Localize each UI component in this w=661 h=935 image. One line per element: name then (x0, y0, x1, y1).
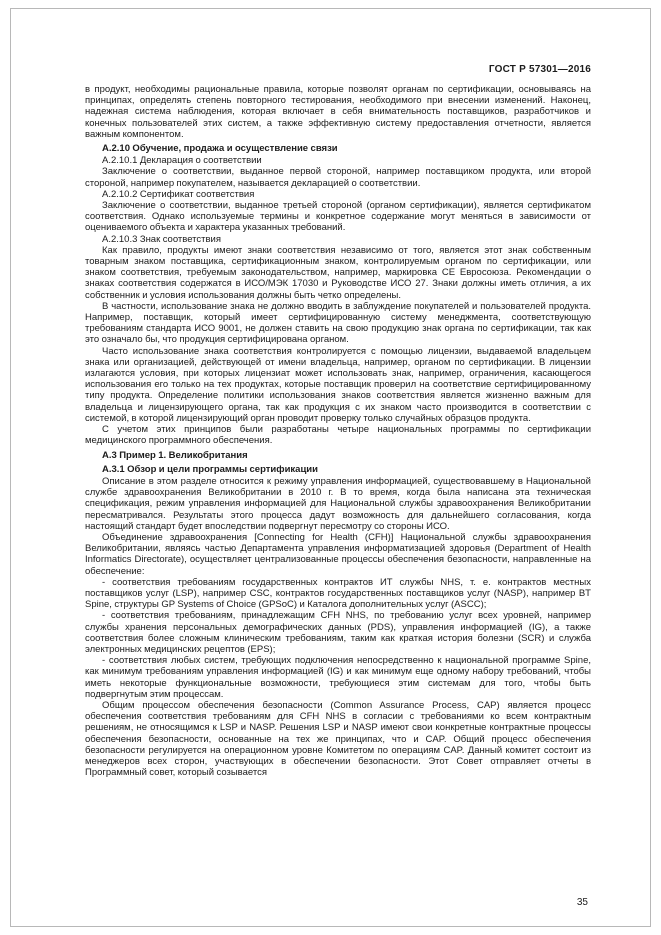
list-item: - соответствия требованиям, принадлежащим CFH NHS, по требованию услуг всех уровней, например службы хранения персональных демографических данных (PDS), управления информацией (IG), а также соответствия более сложным клиническим требованиям, таким как краткая история болезни (SCR) и служба электронных медицинских рецептов (EPS); (85, 610, 591, 655)
doc-number: ГОСТ Р 57301—2016 (488, 64, 591, 75)
paragraph: Заключение о соответствии, выданное первой стороной, например поставщиком продукта, или второй стороной, например покупателем, называется декларацией о соответствии. (85, 166, 591, 189)
paragraph: В частности, использование знака не должно вводить в заблуждение покупателей и пользователей продукта. Например, поставщик, который имеет сертифицированную систему менеджмента, соответствующую требованиям стандарта ИСО 9001, не должен ставить на свою продукцию знак органа по сертификации, так как это означало бы, что продукция сертифицирована органом. (85, 300, 591, 346)
paragraph: Часто использование знака соответствия контролируется с помощью лицензии, выдаваемой владельцем знака или организацией, действующей от имени владельца, например, органом по сертификации. В лицензии излагаются условия, при которых лицензиат может использовать знак, например, ограничения, касающегося использования его только на тех продуктах, которые поставщик проверил на соответствие сертифицированному типу продукта. Определение политики использования знаков соответствия является жизненно важным для владельца и лицензирующего органа, так как продукция с их знаком часто производится в соответствии с системой, в которой лицензирующий орган проводит проверку только случайных образцов продукта. (85, 345, 591, 424)
list-item: - соответствия любых систем, требующих подключения непосредственно к национальной программе Spine, как минимум требованиям управления информацией (IG) и как минимум еще одному набору требований, чтобы иметь некоторые функциональные возможности, требующиеся этим системам для того, чтобы быть подвергнутым этим процессам. (85, 655, 591, 700)
subheading-a2-10-1: А.2.10.1 Декларация о соответствии (102, 155, 262, 167)
paragraph: Заключение о соответствии, выданное третьей стороной (органом сертификации), является сертификатом соответствия. Однако используемые термины и конкретное содержание могут меняться в зависимости от оцениваемого объекта и характера указанных требований. (85, 200, 591, 234)
paragraph: Описание в этом разделе относится к режиму управления информацией, существовавшему в Национальной службе здравоохранения Великобритании в 2010 г. В то время, когда была написана эта техническая спецификация, режим управления информацией для Национальной службы здравоохранения Великобритании пересматривался. Результаты этого процесса дадут возможность для дальнейшего согласования, когда настоящий стандарт будет впоследствии подвергнут пересмотру со стороны ИСО. (85, 475, 591, 532)
paragraph: Объединение здравоохранения [Connecting for Health (CFH)] Национальной службы здравоохранения Великобритании, являясь частью Департамента управления информатизацией здоровья (Department of Health Informatics Directorate), осуществляет централизованные процессы обеспечения безопасности, направленные на обеспечение: (85, 531, 591, 577)
heading-a3: А.3 Пример 1. Великобритания (102, 449, 248, 461)
paragraph: Как правило, продукты имеют знаки соответствия независимо от того, является этот знак собственным товарным знаком поставщика, сертификационным знаком, контролируемым органом по сертификации, или знаком соответствия, требуемым законодательством, например, маркировка СЕ Евросоюза. Рекомендации о знаках соответствия содержатся в ИСО/МЭК 17030 и Руководстве ИСО 27. Знаки должны иметь отличия, а их собственник и условия использования должны быть четко определены. (85, 244, 591, 301)
heading-a2-10: А.2.10 Обучение, продажа и осуществление связи (102, 143, 338, 155)
subheading-a2-10-2: А.2.10.2 Сертификат соответствия (102, 188, 255, 200)
subheading-a2-10-3: А.2.10.3 Знак соответствия (102, 233, 222, 245)
paragraph: Общим процессом обеспечения безопасности (Common Assurance Process, CAP) является процесс обеспечения соответствия требованиям для CFH NHS в согласии с требованиями ко всем контрактным решениям, не относящимся к LSP и NASP. Решения LSP и NASP имеют свои конкретные контрактные процессы обеспечения безопасности, основанные на тех же принципах, что и CAP. Общий процесс обеспечения безопасности регулируется на операционном уровне Комитетом по операциям CAP. Данный комитет состоит из менеджеров всех сторон, участвующих в обеспечении безопасности. Этот Совет отправляет отчеты в Программный совет, который созывается (85, 699, 591, 779)
paragraph: С учетом этих принципов были разработаны четыре национальных программы по сертификации медицинского программного обеспечения. (85, 424, 591, 447)
page-content (85, 64, 591, 778)
list-item: - соответствия требованиям государственных контрактов ИТ службы NHS, т. е. контрактов местных поставщиков услуг (LSP), например CSC, контрактов государственных поставщиков услуг (NASP), например BT Spine, структуры GP Systems of Choice (GPSoC) и Каталога дополнительных услуг (ASCC); (85, 576, 591, 611)
paragraph-continuation: в продукт, необходимы рациональные правила, которые позволят органам по сертификации, основываясь на принципах, определять степень повторного тестирования, необходимого при внесении изменений. Наконец, надежная система наблюдения, которая включает в себя внимательность поставщиков, разработчиков и конечных пользователей этих систем, а также эффективную систему предоставления отчетности, является важным компонентом. (85, 84, 591, 140)
page-number: 35 (576, 897, 588, 908)
heading-a3-1: А.3.1 Обзор и цели программы сертификации (102, 463, 318, 475)
